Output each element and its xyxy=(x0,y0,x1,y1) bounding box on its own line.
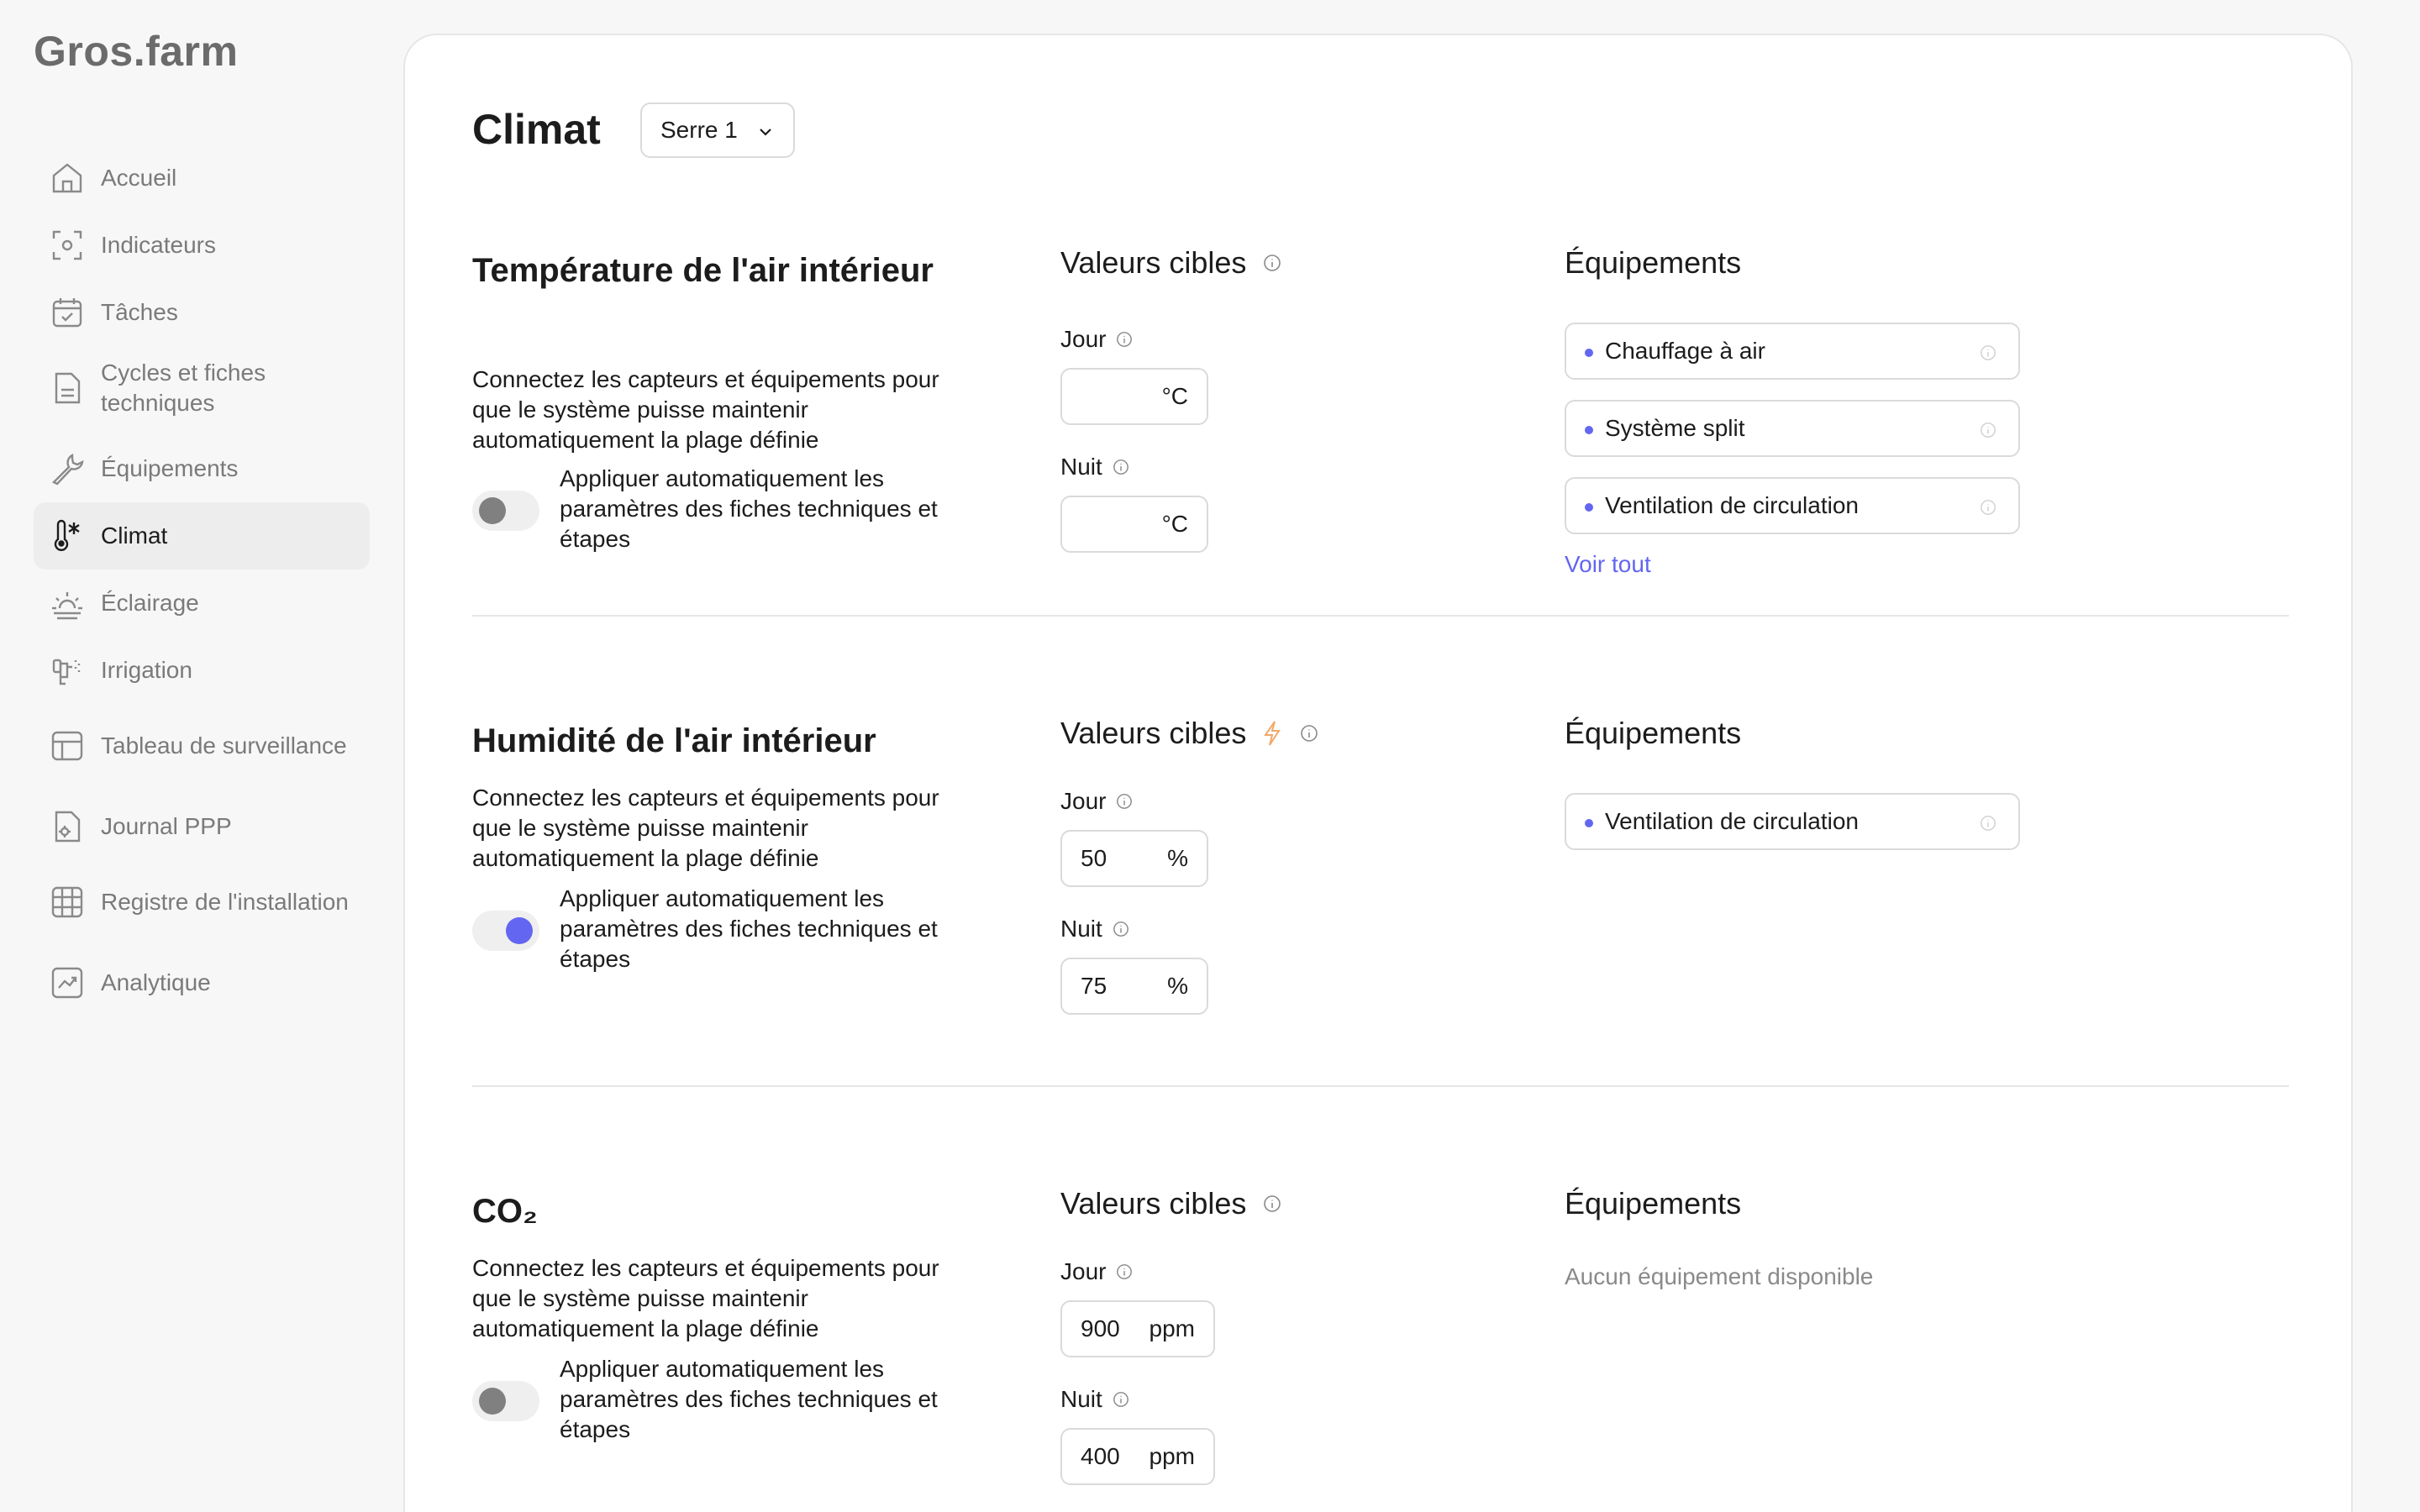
status-dot xyxy=(1585,349,1593,357)
input-unit: °C xyxy=(1161,383,1188,409)
equipment-item[interactable] xyxy=(1565,477,2020,534)
irrigation-icon xyxy=(49,652,86,689)
register-icon xyxy=(49,884,86,921)
toggle-knob xyxy=(479,497,506,524)
sidebar-item-tableau[interactable] xyxy=(34,704,370,788)
day-temperature-input[interactable] xyxy=(1060,368,1208,425)
section-description: Connectez les capteurs et équipements pour que le système puisse maintenir automatiquement la plage définie xyxy=(472,1255,939,1341)
greenhouse-select-value: Serre 1 xyxy=(660,117,738,143)
sidebar-item-label: Équipements xyxy=(101,455,239,481)
input-unit: % xyxy=(1167,973,1188,999)
info-icon[interactable] xyxy=(1116,1263,1133,1280)
sidebar-item-cycles[interactable] xyxy=(34,346,370,430)
thermometer-icon xyxy=(49,517,86,554)
chevron-down-icon xyxy=(758,124,773,139)
section-temperature xyxy=(472,203,2289,615)
night-label-text: Nuit xyxy=(1060,1386,1102,1412)
sidebar-item-equipements[interactable] xyxy=(34,435,370,502)
auto-apply-toggle[interactable] xyxy=(472,1381,539,1421)
input-unit: % xyxy=(1167,845,1188,871)
no-equipment-text: Aucun équipement disponible xyxy=(1565,1263,1874,1289)
night-temperature-input[interactable] xyxy=(1060,496,1208,553)
sidebar-item-analytique[interactable] xyxy=(34,949,370,1016)
sidebar-item-label: Éclairage xyxy=(101,590,199,616)
info-icon[interactable] xyxy=(1113,459,1129,475)
info-icon[interactable] xyxy=(1116,331,1133,348)
sidebar-item-label: Accueil xyxy=(101,165,177,191)
equipment-item[interactable] xyxy=(1565,793,2020,850)
night-co2-input[interactable] xyxy=(1060,1428,1215,1485)
targets-title-text: Valeurs cibles xyxy=(1060,716,1247,750)
info-icon[interactable] xyxy=(1980,344,1996,361)
section-description: Connectez les capteurs et équipements pour que le système puisse maintenir automatiquement la plage définie xyxy=(472,785,939,871)
input-value: 900 xyxy=(1081,1315,1120,1341)
input-unit: ppm xyxy=(1149,1443,1195,1469)
input-value: 50 xyxy=(1081,845,1107,871)
equipment-name: Ventilation de circulation xyxy=(1605,808,1859,834)
info-icon[interactable] xyxy=(1113,921,1129,937)
document-icon xyxy=(49,370,86,407)
section-divider xyxy=(472,615,2289,617)
equipment-title: Équipements xyxy=(1565,245,1742,280)
info-icon[interactable] xyxy=(1980,815,1996,832)
sidebar-item-registre[interactable] xyxy=(34,860,370,944)
input-unit: ppm xyxy=(1149,1315,1195,1341)
section-divider xyxy=(472,1085,2289,1087)
status-dot xyxy=(1585,503,1593,512)
day-label xyxy=(1060,1255,1133,1289)
equipment-title: Équipements xyxy=(1565,1186,1742,1221)
info-icon[interactable] xyxy=(1116,793,1133,810)
toggle-knob xyxy=(479,1388,506,1415)
targets-title xyxy=(1060,242,1281,284)
analytics-icon xyxy=(49,964,86,1001)
night-label-text: Nuit xyxy=(1060,916,1102,942)
sidebar-item-label: Journal PPP xyxy=(101,813,232,839)
wrench-icon xyxy=(49,450,86,487)
greenhouse-select[interactable] xyxy=(640,102,795,158)
info-icon[interactable] xyxy=(1263,1194,1281,1213)
info-icon[interactable] xyxy=(1980,499,1996,516)
sun-icon xyxy=(49,585,86,622)
input-value: 400 xyxy=(1081,1443,1120,1469)
grid-icon xyxy=(49,727,86,764)
sidebar-item-climat[interactable] xyxy=(34,502,370,570)
equipment-item[interactable] xyxy=(1565,400,2020,457)
sidebar-item-indicateurs[interactable] xyxy=(34,212,370,279)
sidebar-item-label: Analytique xyxy=(101,969,211,995)
targets-title xyxy=(1060,712,1318,754)
indicators-icon xyxy=(49,227,86,264)
sidebar-item-irrigation[interactable] xyxy=(34,637,370,704)
sidebar-item-label: Climat xyxy=(101,522,168,549)
sidebar-item-eclairage[interactable] xyxy=(34,570,370,637)
day-humidity-input[interactable] xyxy=(1060,830,1208,887)
auto-apply-toggle[interactable] xyxy=(472,491,539,531)
equipment-title: Équipements xyxy=(1565,716,1742,750)
home-icon xyxy=(49,160,86,197)
night-label-text: Nuit xyxy=(1060,454,1102,480)
lightning-icon xyxy=(1261,719,1283,748)
sidebar-item-journal[interactable] xyxy=(34,793,370,860)
page-title: Climat xyxy=(472,106,601,153)
auto-apply-label: Appliquer automatiquement les paramètres des fiches techniques et étapes xyxy=(560,1356,938,1442)
section-title: CO₂ xyxy=(472,1193,538,1230)
sidebar-item-label: Indicateurs xyxy=(101,232,216,258)
targets-title xyxy=(1060,1183,1281,1225)
sidebar-item-taches[interactable] xyxy=(34,279,370,346)
auto-apply-toggle[interactable] xyxy=(472,911,539,951)
day-label xyxy=(1060,323,1133,356)
status-dot xyxy=(1585,426,1593,434)
section-title: Température de l'air intérieur xyxy=(472,252,934,289)
day-co2-input[interactable] xyxy=(1060,1300,1215,1357)
sidebar-item-accueil[interactable] xyxy=(34,144,370,212)
section-title: Humidité de l'air intérieur xyxy=(472,722,876,759)
targets-title-text: Valeurs cibles xyxy=(1060,1186,1247,1221)
night-label xyxy=(1060,450,1129,484)
auto-apply-label: Appliquer automatiquement les paramètres des fiches techniques et étapes xyxy=(560,465,938,552)
section-humidity xyxy=(472,674,2289,1085)
see-all-link[interactable]: Voir tout xyxy=(1565,551,1651,577)
input-unit: °C xyxy=(1161,511,1188,537)
day-label-text: Jour xyxy=(1060,326,1107,352)
equipment-name: Système split xyxy=(1605,415,1745,441)
night-label xyxy=(1060,912,1129,946)
section-co2 xyxy=(472,1144,2289,1512)
sidebar xyxy=(0,0,403,1512)
app-logo[interactable]: Gros.farm xyxy=(34,28,239,75)
night-label xyxy=(1060,1383,1129,1416)
night-humidity-input[interactable] xyxy=(1060,958,1208,1015)
info-icon[interactable] xyxy=(1980,422,1996,438)
info-icon[interactable] xyxy=(1263,254,1281,272)
toggle-knob xyxy=(506,917,533,944)
info-icon[interactable] xyxy=(1113,1391,1129,1408)
day-label-text: Jour xyxy=(1060,788,1107,814)
equipment-name: Chauffage à air xyxy=(1605,338,1765,364)
status-dot xyxy=(1585,819,1593,827)
sidebar-item-label: Registre de l'installation xyxy=(101,889,349,915)
section-description: Connectez les capteurs et équipements pour que le système puisse maintenir automatiquement la plage définie xyxy=(472,366,939,453)
sidebar-item-label: Tableau de surveillance xyxy=(101,732,347,759)
input-value: 75 xyxy=(1081,973,1107,999)
targets-title-text: Valeurs cibles xyxy=(1060,245,1247,280)
tasks-icon xyxy=(49,294,86,331)
sidebar-item-label: Tâches xyxy=(101,299,178,325)
day-label-text: Jour xyxy=(1060,1258,1107,1284)
auto-apply-label: Appliquer automatiquement les paramètres des fiches techniques et étapes xyxy=(560,885,938,972)
day-label xyxy=(1060,785,1133,818)
main-card xyxy=(403,34,2353,1512)
sidebar-item-label: Cycles et fiches techniques xyxy=(101,360,266,416)
equipment-name: Ventilation de circulation xyxy=(1605,492,1859,518)
sidebar-item-label: Irrigation xyxy=(101,657,192,683)
journal-icon xyxy=(49,808,86,845)
equipment-item[interactable] xyxy=(1565,323,2020,380)
info-icon[interactable] xyxy=(1300,724,1318,743)
